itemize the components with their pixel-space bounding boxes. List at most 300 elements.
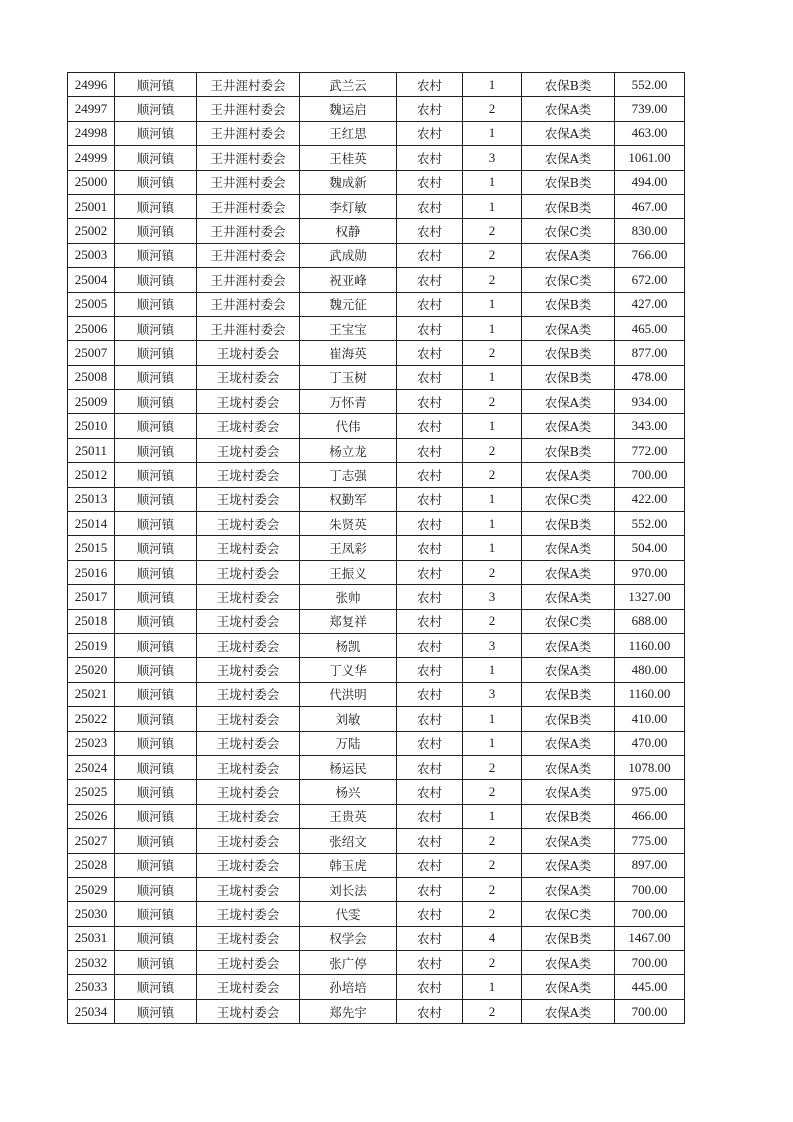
- household-type-cell: 农村: [397, 316, 463, 340]
- table-row: [68, 633, 685, 657]
- amount-cell: 1160.00: [615, 633, 685, 657]
- town-cell: 顺河镇: [115, 243, 197, 267]
- town-cell: 顺河镇: [115, 390, 197, 414]
- village-committee-cell: 王垅村委会: [197, 877, 300, 901]
- member-count-cell: 4: [463, 926, 522, 950]
- household-type-cell: 农村: [397, 755, 463, 779]
- person-name-cell: 权勤军: [300, 487, 397, 511]
- insurance-category-cell: 农保C类: [522, 902, 615, 926]
- table-row: [68, 877, 685, 901]
- row-id-cell: 25014: [68, 512, 115, 536]
- household-type-cell: 农村: [397, 975, 463, 999]
- member-count-cell: 1: [463, 414, 522, 438]
- amount-cell: 410.00: [615, 707, 685, 731]
- household-type-cell: 农村: [397, 877, 463, 901]
- person-name-cell: 代伟: [300, 414, 397, 438]
- person-name-cell: 杨运民: [300, 755, 397, 779]
- village-committee-cell: 王垅村委会: [197, 780, 300, 804]
- village-committee-cell: 王垅村委会: [197, 926, 300, 950]
- member-count-cell: 1: [463, 707, 522, 731]
- household-type-cell: 农村: [397, 585, 463, 609]
- town-cell: 顺河镇: [115, 658, 197, 682]
- person-name-cell: 崔海英: [300, 341, 397, 365]
- amount-cell: 552.00: [615, 512, 685, 536]
- amount-cell: 700.00: [615, 951, 685, 975]
- town-cell: 顺河镇: [115, 877, 197, 901]
- member-count-cell: 2: [463, 219, 522, 243]
- amount-cell: 672.00: [615, 268, 685, 292]
- village-committee-cell: 王垅村委会: [197, 463, 300, 487]
- amount-cell: 700.00: [615, 463, 685, 487]
- row-id-cell: 25018: [68, 609, 115, 633]
- person-name-cell: 王贵英: [300, 804, 397, 828]
- household-type-cell: 农村: [397, 97, 463, 121]
- village-committee-cell: 王垅村委会: [197, 585, 300, 609]
- household-type-cell: 农村: [397, 731, 463, 755]
- town-cell: 顺河镇: [115, 731, 197, 755]
- insurance-category-cell: 农保C类: [522, 487, 615, 511]
- person-name-cell: 李灯敏: [300, 194, 397, 218]
- member-count-cell: 2: [463, 877, 522, 901]
- person-name-cell: 魏元征: [300, 292, 397, 316]
- village-committee-cell: 王井涯村委会: [197, 194, 300, 218]
- member-count-cell: 1: [463, 316, 522, 340]
- table-row: [68, 804, 685, 828]
- member-count-cell: 2: [463, 829, 522, 853]
- household-type-cell: 农村: [397, 926, 463, 950]
- person-name-cell: 张广停: [300, 951, 397, 975]
- household-type-cell: 农村: [397, 536, 463, 560]
- insurance-category-cell: 农保A类: [522, 97, 615, 121]
- town-cell: 顺河镇: [115, 219, 197, 243]
- table-row: [68, 390, 685, 414]
- table-body: [68, 73, 685, 1024]
- amount-cell: 700.00: [615, 877, 685, 901]
- household-type-cell: 农村: [397, 170, 463, 194]
- table-row: [68, 146, 685, 170]
- table-row: [68, 951, 685, 975]
- member-count-cell: 1: [463, 536, 522, 560]
- insurance-category-cell: 农保A类: [522, 780, 615, 804]
- insurance-category-cell: 农保C类: [522, 219, 615, 243]
- amount-cell: 1160.00: [615, 682, 685, 706]
- person-name-cell: 杨立龙: [300, 438, 397, 462]
- member-count-cell: 1: [463, 512, 522, 536]
- person-name-cell: 刘敏: [300, 707, 397, 731]
- row-id-cell: 25022: [68, 707, 115, 731]
- row-id-cell: 25001: [68, 194, 115, 218]
- household-type-cell: 农村: [397, 829, 463, 853]
- member-count-cell: 1: [463, 975, 522, 999]
- person-name-cell: 万怀青: [300, 390, 397, 414]
- table-row: [68, 755, 685, 779]
- household-type-cell: 农村: [397, 194, 463, 218]
- member-count-cell: 2: [463, 268, 522, 292]
- insurance-category-cell: 农保A类: [522, 633, 615, 657]
- row-id-cell: 25023: [68, 731, 115, 755]
- village-committee-cell: 王井涯村委会: [197, 292, 300, 316]
- insurance-category-cell: 农保A类: [522, 999, 615, 1023]
- person-name-cell: 丁志强: [300, 463, 397, 487]
- member-count-cell: 2: [463, 902, 522, 926]
- row-id-cell: 25025: [68, 780, 115, 804]
- member-count-cell: 1: [463, 170, 522, 194]
- table-row: [68, 365, 685, 389]
- person-name-cell: 权静: [300, 219, 397, 243]
- village-committee-cell: 王井涯村委会: [197, 170, 300, 194]
- amount-cell: 897.00: [615, 853, 685, 877]
- town-cell: 顺河镇: [115, 999, 197, 1023]
- member-count-cell: 2: [463, 755, 522, 779]
- table-row: [68, 999, 685, 1023]
- person-name-cell: 郑先宇: [300, 999, 397, 1023]
- insurance-category-cell: 农保A类: [522, 877, 615, 901]
- town-cell: 顺河镇: [115, 316, 197, 340]
- village-committee-cell: 王垅村委会: [197, 902, 300, 926]
- person-name-cell: 武成勋: [300, 243, 397, 267]
- insurance-category-cell: 农保B类: [522, 682, 615, 706]
- household-type-cell: 农村: [397, 902, 463, 926]
- household-type-cell: 农村: [397, 512, 463, 536]
- insurance-category-cell: 农保A类: [522, 975, 615, 999]
- person-name-cell: 王红思: [300, 121, 397, 145]
- village-committee-cell: 王井涯村委会: [197, 219, 300, 243]
- amount-cell: 975.00: [615, 780, 685, 804]
- row-id-cell: 25024: [68, 755, 115, 779]
- village-committee-cell: 王垅村委会: [197, 365, 300, 389]
- household-type-cell: 农村: [397, 414, 463, 438]
- member-count-cell: 1: [463, 292, 522, 316]
- village-committee-cell: 王垅村委会: [197, 951, 300, 975]
- town-cell: 顺河镇: [115, 560, 197, 584]
- table-row: [68, 341, 685, 365]
- row-id-cell: 25027: [68, 829, 115, 853]
- town-cell: 顺河镇: [115, 268, 197, 292]
- amount-cell: 775.00: [615, 829, 685, 853]
- table-row: [68, 219, 685, 243]
- amount-cell: 1061.00: [615, 146, 685, 170]
- village-committee-cell: 王垅村委会: [197, 609, 300, 633]
- row-id-cell: 25020: [68, 658, 115, 682]
- town-cell: 顺河镇: [115, 292, 197, 316]
- table-row: [68, 268, 685, 292]
- household-type-cell: 农村: [397, 121, 463, 145]
- household-type-cell: 农村: [397, 73, 463, 97]
- table-row: [68, 438, 685, 462]
- town-cell: 顺河镇: [115, 829, 197, 853]
- person-name-cell: 王宝宝: [300, 316, 397, 340]
- household-type-cell: 农村: [397, 609, 463, 633]
- insurance-category-cell: 农保A类: [522, 731, 615, 755]
- household-type-cell: 农村: [397, 438, 463, 462]
- household-type-cell: 农村: [397, 390, 463, 414]
- row-id-cell: 25008: [68, 365, 115, 389]
- amount-cell: 427.00: [615, 292, 685, 316]
- amount-cell: 830.00: [615, 219, 685, 243]
- person-name-cell: 王振义: [300, 560, 397, 584]
- insurance-category-cell: 农保B类: [522, 804, 615, 828]
- table-row: [68, 926, 685, 950]
- table-row: [68, 975, 685, 999]
- member-count-cell: 2: [463, 438, 522, 462]
- table-row: [68, 853, 685, 877]
- amount-cell: 552.00: [615, 73, 685, 97]
- person-name-cell: 魏成新: [300, 170, 397, 194]
- member-count-cell: 1: [463, 731, 522, 755]
- amount-cell: 422.00: [615, 487, 685, 511]
- household-type-cell: 农村: [397, 243, 463, 267]
- village-committee-cell: 王垅村委会: [197, 341, 300, 365]
- amount-cell: 772.00: [615, 438, 685, 462]
- insurance-category-cell: 农保A类: [522, 585, 615, 609]
- household-type-cell: 农村: [397, 951, 463, 975]
- household-type-cell: 农村: [397, 268, 463, 292]
- member-count-cell: 1: [463, 121, 522, 145]
- amount-cell: 1327.00: [615, 585, 685, 609]
- village-committee-cell: 王垅村委会: [197, 804, 300, 828]
- member-count-cell: 1: [463, 658, 522, 682]
- row-id-cell: 25033: [68, 975, 115, 999]
- person-name-cell: 代洪明: [300, 682, 397, 706]
- table-row: [68, 292, 685, 316]
- row-id-cell: 24997: [68, 97, 115, 121]
- table-row: [68, 536, 685, 560]
- insurance-category-cell: 农保B类: [522, 438, 615, 462]
- insurance-category-cell: 农保A类: [522, 951, 615, 975]
- member-count-cell: 2: [463, 999, 522, 1023]
- amount-cell: 1467.00: [615, 926, 685, 950]
- household-type-cell: 农村: [397, 560, 463, 584]
- table-row: [68, 170, 685, 194]
- town-cell: 顺河镇: [115, 755, 197, 779]
- row-id-cell: 25007: [68, 341, 115, 365]
- insurance-category-cell: 农保A类: [522, 146, 615, 170]
- row-id-cell: 25009: [68, 390, 115, 414]
- row-id-cell: 25012: [68, 463, 115, 487]
- insurance-category-cell: 农保A类: [522, 390, 615, 414]
- table-row: [68, 97, 685, 121]
- household-type-cell: 农村: [397, 146, 463, 170]
- row-id-cell: 25031: [68, 926, 115, 950]
- insurance-category-cell: 农保B类: [522, 73, 615, 97]
- amount-cell: 700.00: [615, 999, 685, 1023]
- town-cell: 顺河镇: [115, 609, 197, 633]
- village-committee-cell: 王井涯村委会: [197, 243, 300, 267]
- person-name-cell: 郑复祥: [300, 609, 397, 633]
- town-cell: 顺河镇: [115, 438, 197, 462]
- household-type-cell: 农村: [397, 658, 463, 682]
- insurance-category-cell: 农保A类: [522, 316, 615, 340]
- row-id-cell: 25032: [68, 951, 115, 975]
- village-committee-cell: 王垅村委会: [197, 536, 300, 560]
- village-committee-cell: 王井涯村委会: [197, 73, 300, 97]
- household-type-cell: 农村: [397, 487, 463, 511]
- village-committee-cell: 王垅村委会: [197, 414, 300, 438]
- insurance-category-cell: 农保A类: [522, 121, 615, 145]
- household-type-cell: 农村: [397, 292, 463, 316]
- row-id-cell: 25013: [68, 487, 115, 511]
- table-row: [68, 829, 685, 853]
- row-id-cell: 25003: [68, 243, 115, 267]
- insurance-category-cell: 农保A类: [522, 536, 615, 560]
- person-name-cell: 代雯: [300, 902, 397, 926]
- insurance-category-cell: 农保B类: [522, 341, 615, 365]
- table-row: [68, 658, 685, 682]
- town-cell: 顺河镇: [115, 414, 197, 438]
- village-committee-cell: 王垅村委会: [197, 658, 300, 682]
- town-cell: 顺河镇: [115, 951, 197, 975]
- member-count-cell: 2: [463, 463, 522, 487]
- amount-cell: 478.00: [615, 365, 685, 389]
- household-type-cell: 农村: [397, 780, 463, 804]
- amount-cell: 877.00: [615, 341, 685, 365]
- person-name-cell: 张帅: [300, 585, 397, 609]
- table-row: [68, 585, 685, 609]
- village-committee-cell: 王垅村委会: [197, 829, 300, 853]
- table-row: [68, 512, 685, 536]
- person-name-cell: 孙培培: [300, 975, 397, 999]
- member-count-cell: 2: [463, 341, 522, 365]
- village-committee-cell: 王垅村委会: [197, 438, 300, 462]
- row-id-cell: 24996: [68, 73, 115, 97]
- amount-cell: 445.00: [615, 975, 685, 999]
- amount-cell: 465.00: [615, 316, 685, 340]
- table-row: [68, 243, 685, 267]
- household-type-cell: 农村: [397, 804, 463, 828]
- member-count-cell: 2: [463, 951, 522, 975]
- member-count-cell: 1: [463, 487, 522, 511]
- row-id-cell: 25028: [68, 853, 115, 877]
- town-cell: 顺河镇: [115, 121, 197, 145]
- person-name-cell: 万陆: [300, 731, 397, 755]
- town-cell: 顺河镇: [115, 194, 197, 218]
- village-committee-cell: 王垅村委会: [197, 999, 300, 1023]
- insurance-category-cell: 农保B类: [522, 512, 615, 536]
- household-type-cell: 农村: [397, 463, 463, 487]
- member-count-cell: 1: [463, 804, 522, 828]
- amount-cell: 504.00: [615, 536, 685, 560]
- town-cell: 顺河镇: [115, 853, 197, 877]
- town-cell: 顺河镇: [115, 463, 197, 487]
- insurance-category-cell: 农保A类: [522, 755, 615, 779]
- table-row: [68, 487, 685, 511]
- household-type-cell: 农村: [397, 853, 463, 877]
- amount-cell: 970.00: [615, 560, 685, 584]
- amount-cell: 934.00: [615, 390, 685, 414]
- person-name-cell: 祝亚峰: [300, 268, 397, 292]
- household-type-cell: 农村: [397, 682, 463, 706]
- household-type-cell: 农村: [397, 341, 463, 365]
- table-row: [68, 682, 685, 706]
- row-id-cell: 25004: [68, 268, 115, 292]
- person-name-cell: 权学会: [300, 926, 397, 950]
- town-cell: 顺河镇: [115, 146, 197, 170]
- household-type-cell: 农村: [397, 633, 463, 657]
- insurance-category-cell: 农保C类: [522, 268, 615, 292]
- town-cell: 顺河镇: [115, 97, 197, 121]
- town-cell: 顺河镇: [115, 341, 197, 365]
- table-row: [68, 194, 685, 218]
- person-name-cell: 武兰云: [300, 73, 397, 97]
- town-cell: 顺河镇: [115, 487, 197, 511]
- row-id-cell: 25011: [68, 438, 115, 462]
- table-row: [68, 609, 685, 633]
- row-id-cell: 25019: [68, 633, 115, 657]
- member-count-cell: 2: [463, 97, 522, 121]
- amount-cell: 494.00: [615, 170, 685, 194]
- village-committee-cell: 王垅村委会: [197, 755, 300, 779]
- row-id-cell: 25017: [68, 585, 115, 609]
- village-committee-cell: 王井涯村委会: [197, 97, 300, 121]
- table-row: [68, 902, 685, 926]
- amount-cell: 466.00: [615, 804, 685, 828]
- village-committee-cell: 王井涯村委会: [197, 146, 300, 170]
- insurance-category-cell: 农保C类: [522, 609, 615, 633]
- household-type-cell: 农村: [397, 365, 463, 389]
- insurance-category-cell: 农保A类: [522, 463, 615, 487]
- town-cell: 顺河镇: [115, 902, 197, 926]
- member-count-cell: 2: [463, 780, 522, 804]
- row-id-cell: 25006: [68, 316, 115, 340]
- household-type-cell: 农村: [397, 707, 463, 731]
- town-cell: 顺河镇: [115, 170, 197, 194]
- table-row: [68, 316, 685, 340]
- person-name-cell: 杨凯: [300, 633, 397, 657]
- table-row: [68, 731, 685, 755]
- row-id-cell: 24998: [68, 121, 115, 145]
- row-id-cell: 25030: [68, 902, 115, 926]
- village-committee-cell: 王垅村委会: [197, 512, 300, 536]
- town-cell: 顺河镇: [115, 780, 197, 804]
- amount-cell: 463.00: [615, 121, 685, 145]
- member-count-cell: 1: [463, 365, 522, 389]
- table-row: [68, 73, 685, 97]
- member-count-cell: 3: [463, 682, 522, 706]
- village-committee-cell: 王垅村委会: [197, 975, 300, 999]
- member-count-cell: 1: [463, 194, 522, 218]
- village-committee-cell: 王垅村委会: [197, 707, 300, 731]
- village-committee-cell: 王垅村委会: [197, 731, 300, 755]
- person-name-cell: 丁玉树: [300, 365, 397, 389]
- row-id-cell: 25034: [68, 999, 115, 1023]
- row-id-cell: 25029: [68, 877, 115, 901]
- insurance-category-cell: 农保A类: [522, 658, 615, 682]
- insurance-category-cell: 农保A类: [522, 829, 615, 853]
- insurance-category-cell: 农保A类: [522, 853, 615, 877]
- member-count-cell: 2: [463, 853, 522, 877]
- table-row: [68, 414, 685, 438]
- person-name-cell: 韩玉虎: [300, 853, 397, 877]
- household-type-cell: 农村: [397, 999, 463, 1023]
- village-committee-cell: 王垅村委会: [197, 390, 300, 414]
- amount-cell: 739.00: [615, 97, 685, 121]
- town-cell: 顺河镇: [115, 926, 197, 950]
- village-committee-cell: 王垅村委会: [197, 853, 300, 877]
- row-id-cell: 25026: [68, 804, 115, 828]
- insurance-category-cell: 农保B类: [522, 365, 615, 389]
- member-count-cell: 3: [463, 585, 522, 609]
- person-name-cell: 张绍文: [300, 829, 397, 853]
- row-id-cell: 25000: [68, 170, 115, 194]
- row-id-cell: 25015: [68, 536, 115, 560]
- row-id-cell: 25021: [68, 682, 115, 706]
- insurance-category-cell: 农保B类: [522, 194, 615, 218]
- town-cell: 顺河镇: [115, 707, 197, 731]
- insurance-category-cell: 农保B类: [522, 170, 615, 194]
- town-cell: 顺河镇: [115, 536, 197, 560]
- person-name-cell: 王凤彩: [300, 536, 397, 560]
- amount-cell: 766.00: [615, 243, 685, 267]
